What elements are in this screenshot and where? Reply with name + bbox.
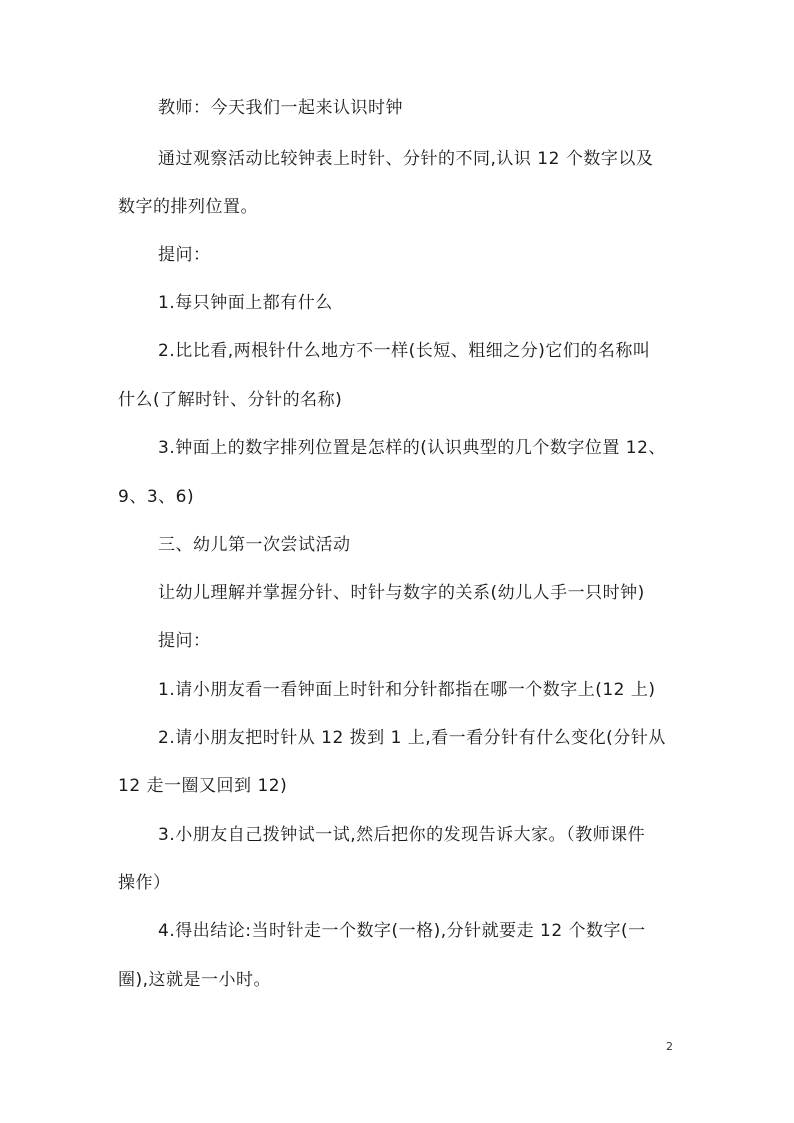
text-line: 4.得出结论:当时针走一个数字(一格),分针就要走 12 个数字(一 [158,921,646,941]
text-line: 1.每只钟面上都有什么 [158,293,333,313]
text-line: 什么(了解时针、分针的名称) [118,390,343,410]
text-line: 2.比比看,两根针什么地方不一样(长短、粗细之分)它们的名称叫 [158,341,651,361]
text-line: 教师：今天我们一起来认识时钟 [158,98,403,118]
text-line: 三、幼儿第一次尝试活动 [158,535,351,555]
text-line: 3.小朋友自己拨钟试一试,然后把你的发现告诉大家。（教师课件 [158,825,646,845]
text-line: 操作） [118,873,171,893]
text-line: 1.请小朋友看一看钟面上时针和分针都指在哪一个数字上(12 上) [158,680,656,700]
page-number: 2 [666,1040,673,1053]
text-line: 通过观察活动比较钟表上时针、分针的不同,认识 12 个数字以及 [158,149,654,169]
text-line: 2.请小朋友把时针从 12 拨到 1 上,看一看分针有什么变化(分针从 [158,728,666,748]
text-line: 数字的排列位置。 [118,197,258,217]
text-line: 让幼儿理解并掌握分针、时针与数字的关系(幼儿人手一只时钟) [158,583,645,603]
text-line: 9、3、6) [118,487,195,507]
text-line: 12 走一圈又回到 12) [118,776,288,796]
text-line: 提问： [158,631,211,651]
text-line: 圈),这就是一小时。 [118,970,272,990]
text-line: 提问： [158,245,211,265]
text-line: 3.钟面上的数字排列位置是怎样的(认识典型的几个数字位置 12、 [158,438,666,458]
